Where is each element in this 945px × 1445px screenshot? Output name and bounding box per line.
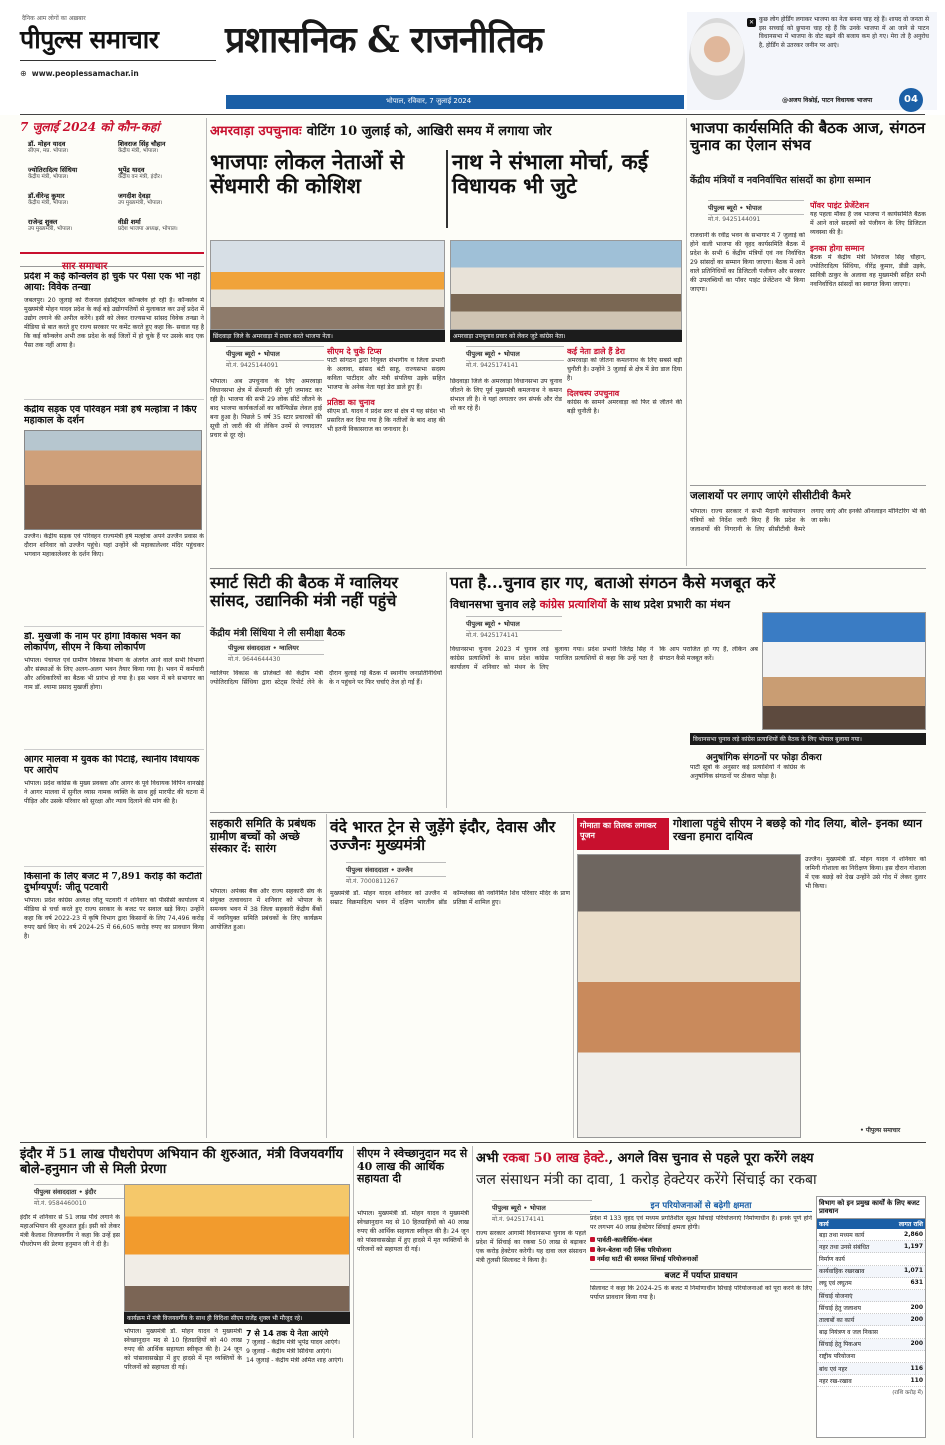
amarwara-label: अमरवाड़ा उपचुनावः xyxy=(210,124,302,139)
irrigation-project: केन-बेतवा नदी लिंक परियोजना xyxy=(590,1246,812,1256)
globe-icon: ⊕ xyxy=(20,69,27,78)
budget-table-row xyxy=(817,1351,925,1363)
smartcity-sub: केंद्रीय मंत्री सिंधिया ने ली समीक्षा बैठक xyxy=(210,628,345,639)
calendar-person: डॉ. मोहन यादव सीएम, मप्र. भोपाल। xyxy=(28,140,69,155)
bjp-sub2-body: यह पहला मौका है जब भाजपा ने कार्यसमिति बैठक में आने वाले सदस्यों को पंजीयन के लिए डिजिटल व्यवस्था की है। xyxy=(810,211,926,236)
sahkari-body: भोपाल। अपेक्स बैंक और राज्य सहकारी संघ के संयुक्त तत्वावधान में शनिवार को भोपाल के समन्वय भवन में 38 जिला सहकारी केंद्रीय बैंकों में नवनियुक्त समिति प्रबंधकों के लिए कार्यक्रम आयोजित हुआ। xyxy=(210,888,322,931)
budget-work: नहर रख-रखाव xyxy=(819,1377,852,1385)
quote-photo xyxy=(689,18,745,100)
sar-body: भोपाल। पंचायत एवं ग्रामीण विकास विभाग के अंतर्गत आने वाले सभी विभागों और संस्थाओं के लिए अलग-अलग भवन तैयार किया गया है। भवन में कर्मचारी और अधिकारियों का बैठक भी प्रारंभ हो गया है। इस भवन में बने सभागार का नाम डॉ. श्यामा प्रसाद मुखर्जी होगा। xyxy=(24,656,204,691)
mobile-number: मो.नं. 9584460010 xyxy=(34,1200,87,1207)
smartcity-body: ग्वालियर विकास के प्रोजेक्टों की केंद्रीय मंत्री ज्योतिरादित्य सिंधिया द्वारा स्टेट्स रिपोर्ट लेने के दौरान बुलाई गई बैठक में स्थानीय जनप्रतिनिधियों के न पहुंचने पर फिर चर्चाएं तेज हो गईं हैं। xyxy=(210,670,442,686)
budget-table-row xyxy=(817,1241,925,1253)
amarwara-right-headline[interactable]: नाथ ने संभाला मोर्चा, कई विधायक भी जुटे xyxy=(452,149,649,199)
indore-body-cont: भोपाल। मुख्यमंत्री डॉ. मोहन यादव ने मुख्यमंत्री स्वेच्छानुदान मद से 10 हितग्राहियों को 40 लाख रुपए की आर्थिक सहायता स्वीकृत की है। 24 जून को पांसावासखेड़ा में हुए हादसे में मृत व्यक्तियों के परिजनों को सहायता दी गई। xyxy=(124,1328,242,1371)
irrigation-body: राज्य सरकार आगामी विधानसभा चुनाव के पहले प्रदेश में सिंचाई का रकबा 50 लाख से बढ़ाकर एक करोड़ हेक्टेयर करेगी। यह दावा जल संसाधन मंत्री तुलसी सिलावट ने किया है। xyxy=(476,1230,586,1264)
irrigation-box-body: प्रदेश में 133 वृहद एवं मध्यम प्रगतिशील सूक्ष्म सिंचाई परियोजनाएं निर्माणाधीन हैं। इनके पूर्ण होने पर लगभग 40 लाख हेक्टेयर सिंचाई क्षमता होगी। xyxy=(590,1215,812,1231)
quote-author: @अजय विश्नोई, पाटन विधायक भाजपा xyxy=(782,97,873,104)
budget-table-row xyxy=(817,1314,925,1326)
sar-item xyxy=(24,405,204,627)
budget-work: राष्ट्रीय परियोजना xyxy=(819,1353,856,1361)
page-number: 04 xyxy=(899,88,923,112)
bjp-sub-box xyxy=(810,200,926,482)
congress-photo xyxy=(762,612,926,730)
amarwara-divider xyxy=(446,150,448,228)
amarwara-right-photo xyxy=(450,240,682,330)
sar-item xyxy=(24,872,204,1007)
congress-body: विधानसभा चुनाव 2023 में चुनाव लड़े कांग्रेस प्रत्याशियों के साथ प्रदेश कांग्रेस कार्यालय में शनिवार को मंथन के लिए बुलाया गया। प्रदेश प्रभारी जितेंद्र सिंह ने पराजित प्रत्याशियों से कहा कि उन्हें पता है कि आप पराजित हो गए हैं, लेकिन अब संगठन कैसे मजबूत करें। xyxy=(450,646,758,671)
budget-table-row xyxy=(817,1302,925,1314)
bjp-body: राजधानी के रवींद्र भवन के सभागार में 7 जुलाई को होने वाली भाजपा की वृहद कार्यसमिति बैठक में प्रदेश के सभी 6 केंद्रीय मंत्रियों एवं नव निर्वाचित 29 सांसदों का सम्मान किया जाएगा। बैठक में आने वाले प्रतिनिधियों का डिजिटली पंजीयन और सरकार की उपलब्धियों का पॉवर पाइंट प्रेजेंटेशन भी किया जाएगा। xyxy=(690,232,805,293)
amarwara-left-caption: छिंदवाड़ा जिले के अमरवाड़ा में प्रचार करते भाजपा नेता। xyxy=(210,330,445,342)
amarwara-sub2: प्रतिष्ठा का चुनाव xyxy=(327,397,375,407)
amarwara-left-body: भोपाल। अब उपचुनाव के लिए अमरवाड़ा विधानसभा क्षेत्र में सेंधमारी की पूरी जमावट कर रही है। भाजपा की सभी 29 लोक सीटें जीतने के बाद भाजपा कार्यकर्ताओं का कॉन्फिडेंस लेवल हाई बना हुआ है। पिछले 5 वर्ष 35 स्टार प्रचारकों की सूची तो जारी की थी लेकिन उनमें से ज्यादातर प्रचार से दूर रहे। xyxy=(210,378,322,439)
smartcity-byline: पीपुल्स संवाददाता • ग्वालियर मो.नं. 9644644430 xyxy=(228,640,324,663)
amarwara-sub3-box xyxy=(567,346,682,564)
irrigation-box2-title: बजट में पर्याप्त प्रावधान xyxy=(590,1269,812,1282)
budget-amount: 200 xyxy=(910,1315,923,1323)
smartcity-headline[interactable]: स्मार्ट सिटी की बैठक में ग्वालियर सांसद, उद्यानिकी मंत्री नहीं पहुंचे xyxy=(210,573,399,611)
irrigation-project: नर्मदा घाटी की समस्त सिंचाई परियोजनाओं xyxy=(590,1255,812,1265)
congress-caption: विधानसभा चुनाव लड़े कांग्रेस प्रत्याशियों की बैठक के लिए भोपाल बुलाया गया। xyxy=(690,733,926,745)
masthead-website[interactable]: www.peoplessamachar.in xyxy=(31,69,139,78)
irrigation-byline: पीपुल्स ब्यूरो • भोपाल मो.नं. 9425174141 xyxy=(492,1200,592,1223)
budget-work: बाढ़ नियंत्रण व जल निकास xyxy=(819,1329,878,1337)
budget-work: तालाबों का कार्य xyxy=(819,1316,855,1324)
amarwara-sub4-body: कांग्रेस के सामने अमरवाड़ा को फिर से जीतने की बड़ी चुनौती है। xyxy=(567,398,682,415)
sar-header xyxy=(20,252,204,272)
indore-sub: 7 से 14 तक ये नेता आएंगे xyxy=(246,1329,329,1338)
gaushala-tag: गोमाता का तिलक लगाकर पूजन xyxy=(577,818,669,850)
cctv-headline[interactable]: जलाशयों पर लगाए जाएंगे सीसीटीवी कैमरे xyxy=(690,490,851,502)
budget-table-title: विभाग को इन प्रमुख कार्यों के लिए बजट प्रावधान xyxy=(817,1197,925,1219)
budget-table-row xyxy=(817,1229,925,1241)
irrigation-box-title: इन परियोजनाओं से बढ़ेगी क्षमता xyxy=(590,1200,812,1212)
sar-item xyxy=(24,755,204,867)
budget-work: सिंचाई हेतु जलाशय xyxy=(819,1304,861,1312)
budget-table-row xyxy=(817,1363,925,1375)
gaushala-headline[interactable]: गोशाला पहुंचे सीएम ने बछड़े को गोद लिया, बोले- इनका ध्यान रखना हमारा दायित्व xyxy=(673,817,922,843)
congress-byline: पीपुल्स ब्यूरो • भोपाल मो.नं. 9425174141 xyxy=(466,616,562,639)
section-title: प्रशासनिक & राजनीतिक xyxy=(225,19,543,61)
budget-table-row xyxy=(817,1339,925,1351)
amarwara-sub2-body: सीएम डॉ. यादव ने प्रदेश स्तर से क्षेत्र में यह संदेश भी प्रसारित कर दिया गया है कि नतीजों के बाद शाह की भी इतनी विकासराज का जनाधार है। xyxy=(327,407,445,433)
sar-item xyxy=(24,632,204,750)
amarwara-sub3-body: अमरवाड़ा को जीतना कमलनाथ के लिए सबसे बड़ी चुनौती है। उन्होंने 3 जुलाई से क्षेत्र में डेरा डाल दिया है। xyxy=(567,357,682,382)
mobile-number: मो.नं. 9425174141 xyxy=(492,1216,545,1223)
gaushala-body: उज्जैन। मुख्यमंत्री डॉ. मोहन यादव ने शनिवार को जमिनी गोशाला का निरीक्षण किया। इस दौरान गोशाला में एक बछड़े को देख उन्होंने उसे गोद में लेकर दुलार भी किया। xyxy=(805,856,926,890)
cm-fund-headline[interactable]: सीएम ने स्वेच्छानुदान मद से 40 लाख की आर्थिक सहायता दी xyxy=(357,1147,468,1186)
bullet-icon xyxy=(590,1237,595,1242)
indore-headline[interactable]: इंदौर में 51 लाख पौधरोपण अभियान की शुरुआत, मंत्री विजयवर्गीय बोले-हनुमान जी से मिली प्रेरणा xyxy=(20,1147,343,1177)
calendar-person: वीडी शर्मा प्रदेश भाजपा अध्यक्ष, भोपाल। xyxy=(118,218,178,233)
sar-title: सार समाचार xyxy=(62,261,108,272)
masthead-web-strip xyxy=(20,60,216,78)
masthead-brand[interactable]: पीपुल्स समाचार xyxy=(20,25,159,54)
quote-text: कुछ लोग होर्डिंग लगाकर भाजपा का नेता बनना चाह रहे हैं। शायद वो जनता से इस सच्चाई को छुपाना चाह रहे हैं कि उनके भाजपा में आ जाने से पाटन विधानसभा में भाजपा के वोट बढ़ने की बजाय कम हो गए। मेरा तो है अनुरोध है, होर्डिंग से उतरकर जनीन पर आएं। xyxy=(759,16,929,49)
budget-work: सिंचाई योजनाएं xyxy=(819,1292,853,1300)
congress-sub2-body: पार्टी सूत्रों के अनुसार कई प्रत्याशियों ने कांग्रेस के अनुषांगिक संगठनों पर ठीकरा फोड़ा है। xyxy=(690,764,805,780)
calendar-person: जगदीश देवड़ा उप मुख्यमंत्री, भोपाल। xyxy=(118,192,163,207)
budget-work: नहर तथा उनसे संबंधित xyxy=(819,1243,870,1251)
budget-table-row xyxy=(817,1253,925,1265)
sar-headline[interactable]: आगर मालवा में युवक की पिटाई, स्थानीय विधायक पर आरोप xyxy=(24,755,200,776)
vande-headline[interactable]: वंदे भारत ट्रेन से जुड़ेंगे इंदौर, देवास और उज्जैनः मुख्यमंत्री xyxy=(330,817,556,854)
sar-body: भोपाल। प्रदेश कांग्रेस अध्यक्ष जीतू पटवारी ने शनिवार को पीसीसी कार्यालय में मीडिया से चर्चा करते हुए राज्य सरकार के बजट पर सवाल खड़े किए। उन्होंने कहा कि वर्ष 2022-23 में कृषि विभाग द्वारा किसानों के लिए 74,496 करोड़ रुपए खर्च किए थे। वर्ष 2024-25 में 66,605 करोड़ रुपए का प्रावधान किया है। xyxy=(24,896,204,940)
budget-work: लघु एवं लघुतम xyxy=(819,1280,852,1288)
sar-headline[interactable]: प्रदेश में कई कॉन्क्लेव हो चुके पर पैसा एक भी नहीं आया: विवेक तन्खा xyxy=(24,272,201,293)
indore-caption: कार्यक्रम में मंत्री विजयवर्गीय के साथ ही विदिशा सीएम राजेंद्र शुक्ल भी मौजूद रहे। xyxy=(124,1312,350,1324)
sar-list xyxy=(24,272,204,1007)
mobile-number: मो.नं. 9425174141 xyxy=(466,632,519,639)
budget-table xyxy=(816,1196,926,1438)
amarwara-sub3: कई नेता डाले हैं डेरा xyxy=(567,347,625,356)
cm-fund-body: भोपाल। मुख्यमंत्री डॉ. मोहन यादव ने मुख्यमंत्री स्वेच्छानुदान मद से 10 हितग्राहियों को 40 लाख रुपए की आर्थिक सहायता स्वीकृत की है। 24 जून को पांसावासखेड़ा में हुए हादसे में मृत व्यक्तियों के परिजनों को सहायता दी गई। xyxy=(357,1210,469,1253)
indore-sub-item: 9 जुलाई - केंद्रीय मंत्री सिंधिया आएंगे। xyxy=(246,1347,332,1355)
budget-work: कार्यवाहिक रखरखाव xyxy=(819,1268,865,1276)
budget-work: निर्माण कार्य xyxy=(819,1255,845,1263)
mobile-number: मो.नं. 9425144091 xyxy=(226,362,279,369)
calendar-person: राजेन्द्र शुक्ल उप मुख्यमंत्री, भोपाल। xyxy=(28,218,73,233)
budget-table-row xyxy=(817,1375,925,1387)
congress-headline[interactable]: पता है...चुनाव हार गए, बताओ संगठन कैसे मजबूत करें xyxy=(450,573,776,592)
budget-amount: 110 xyxy=(910,1376,923,1384)
x-icon: ✕ xyxy=(748,19,755,26)
indore-byline: पीपुल्स संवाददाता • इंदौर मो.नं. 9584460010 xyxy=(34,1184,134,1207)
irrigation-box xyxy=(590,1200,812,1438)
amarwara-left-byline: पीपुल्स ब्यूरो • भोपाल मो.नं. 9425144091 xyxy=(226,346,324,369)
budget-table-row xyxy=(817,1266,925,1278)
indore-photo xyxy=(124,1184,350,1312)
budget-work: बांध एवं नहर xyxy=(819,1365,848,1373)
amarwara-sub4: दिलचस्प उपचुनाव xyxy=(567,388,620,398)
congress-sub2: अनुषांगिक संगठनों पर फोड़ा ठीकरा xyxy=(706,753,822,763)
mobile-number: मो.नं. 9425174141 xyxy=(466,362,519,369)
budget-amount: 1,197 xyxy=(904,1242,923,1250)
irrigation-box2-body: सिलावट ने कहा कि 2024-25 के बजट में निर्माणाधीन सिंचाई परियोजनाओं को पूरा करने के लिए पर्याप्त प्रावधान किया गया है। xyxy=(590,1285,812,1302)
bjp-sub3: इनका होगा सम्मान xyxy=(810,243,865,253)
budget-amount: 116 xyxy=(910,1364,923,1372)
irrigation-project: पार्वती-कालीसिंध-चंबल xyxy=(590,1236,812,1246)
calendar-person: डॉ.वीरेन्द्र कुमार केंद्रीय मंत्री, भोपाल। xyxy=(28,192,69,207)
bullet-icon xyxy=(590,1247,595,1252)
amarwara-right-byline: पीपुल्स ब्यूरो • भोपाल मो.नं. 9425174141 xyxy=(466,346,564,369)
budget-work: सिंचाई हेतु पिकअप xyxy=(819,1341,861,1349)
sar-headline[interactable]: केंद्रीय सड़क एवं परिवहन मंत्री हर्ष मल्होत्रा ने किए महाकाल के दर्शन xyxy=(24,405,197,426)
amarwara-sub1-body: पार्टी सांगठन द्वारा नियुक्त संभागीय व जिला प्रभारी के अलावा, सांसद बंटी साहू, राज्यसभा सदस्य कविता पाटीदार और मंत्री संपतिया उइके सहित भाजपा के अनेक नेता यहां डेरा डाले हुए हैं। xyxy=(327,357,445,391)
amarwara-right-caption: अमरवाड़ा उपचुनाव प्रचार को लेकर जुटे कांग्रेस नेता। xyxy=(450,330,682,342)
indore-sub-item: 14 जुलाई - केंद्रीय मंत्री अमित शाह आएंगे। xyxy=(246,1356,344,1364)
sar-headline[interactable]: किसानों के लिए बजट में 7,891 करोड़ की कटौती दुर्भाग्यपूर्ण: जीतू पटवारी xyxy=(24,872,202,893)
sar-body: उज्जैन। केंद्रीय सड़क एवं परिवहन राज्यमंत्री हर्ष मल्होत्रा अपने उज्जैन प्रवास के दौरान शनिवार को उज्जैन पहुंचे। यहां उन्होंने श्री महाकालेश्वर मंदिर पहुंचकर भगवान महाकालेश्वर के दर्शन किए। xyxy=(24,532,204,558)
irrigation-sub: जल संसाधन मंत्री का दावा, 1 करोड़ हेक्टेयर करेंगे सिंचाई का रकबा xyxy=(476,1172,817,1188)
bullet-icon xyxy=(590,1256,595,1261)
indore-sub-box xyxy=(124,1328,350,1438)
budget-table-header: कार्य लागत राशि xyxy=(819,1220,923,1228)
masthead-tagline: दैनिक आम लोगों का अख़बार xyxy=(22,15,86,22)
mobile-number: मो.नं. 9425144091 xyxy=(708,216,761,223)
calendar-person: शिवराज सिंह चौहान केंद्रीय मंत्री, भोपाल। xyxy=(118,140,166,155)
mobile-number: मो.नं. 7000811267 xyxy=(346,878,399,885)
vande-body: मुख्यमंत्री डॉ. मोहन यादव शनिवार को उज्जैन में सम्राट विक्रमादित्य भवन में दक्षिण भारतीय ब्रॉड कॉम्प्लेक्स की नवनिर्मित शिव परिवार मंदिर के प्राण प्रतिष्ठा में शामिल हुए। xyxy=(330,890,570,906)
calendar-person: भूपेंद्र यादव केंद्रीय वन मंत्री, इंदौर। xyxy=(118,166,162,181)
amarwara-left-headline[interactable]: भाजपाः लोकल नेताओं से सेंधमारी की कोशिश xyxy=(210,149,405,199)
bjp-sub: केंद्रीय मंत्रियों व नवनिर्वाचित सांसदों का होगा सम्मान xyxy=(690,175,871,186)
calendar xyxy=(20,118,204,248)
amarwara-banner xyxy=(210,120,682,142)
budget-amount: 2,860 xyxy=(904,1230,923,1238)
amarwara-headline[interactable]: वोटिंग 10 जुलाई को, आखिरी समय में लगाया जोर xyxy=(306,124,552,139)
amarwara-left-photo xyxy=(210,240,445,330)
budget-table-row xyxy=(817,1278,925,1290)
budget-amount: 200 xyxy=(910,1303,923,1311)
sahkari-headline[interactable]: सहकारी समिति के प्रबंधक ग्रामीण बच्चों को अच्छे संस्कार दें: सारंग xyxy=(210,817,316,856)
calendar-title: 7 जुलाई 2024 को कौन-कहां xyxy=(20,120,160,134)
sar-headline[interactable]: डॉ. मुखर्जी के नाम पर होगा विकास भवन का लोकार्पण, सीएम ने किया लोकार्पण xyxy=(24,632,181,653)
sar-photo xyxy=(24,430,202,530)
budget-table-row xyxy=(817,1326,925,1338)
vande-byline: पीपुल्स संवाददाता • उज्जैन मो.नं. 7000811267 xyxy=(346,862,446,885)
gaushala-byline: • पीपुल्स समाचार xyxy=(860,1127,901,1134)
budget-table-row xyxy=(817,1290,925,1302)
bjp-sub3-body: बैठक में केंद्रीय मंत्री शिवराज सिंह चौहान, ज्योतिरादित्य सिंधिया, वीरेंद्र कुमार, डीडी उइके, सावित्री ठाकुर के अलावा वह मुख्यमंत्री सहित सभी नवनिर्वाचित सांसदों का स्वागत किया जाएगा। xyxy=(810,253,926,288)
budget-amount: 631 xyxy=(910,1279,923,1287)
sar-body: जबलपुर। 20 जुलाई को रीजनल इंडस्ट्रियल कॉन्क्लेव हो रही है। कॉन्क्लेव में मुख्यमंत्री मोहन यादव प्रदेश के कई बड़े उद्योगपतियों से मुलाकात कर उन्हें प्रदेश में उद्योग लगाने की अपील करेंगे। इसी को लेकर राज्यसभा सांसद विवेक तन्खा ने मीडिया से बात करते हुए राज्य सरकार पर कमेंट करते हुए कहा कि- सवाल यह है कि कई कॉन्क्लेव अभी तक प्रदेश के कई जिलों में हो चुके हैं पर उसके बाद एक पैसा तक नहीं आया है। xyxy=(24,296,204,349)
cctv-body: भोपाल। राज्य सरकार ने सभी मैदानी कार्यपालन यंत्रियों को निर्देश जारी किए हैं कि प्रदेश के जलाशयों की निगरानी के लिए सीसीटीवी कैमरे लगाए जाएं और इनकी ऑनलाइन मॉनिटरिंग भी की जा सके। xyxy=(690,508,926,533)
amarwara-sub1-box xyxy=(327,346,445,564)
indore-body: इंदौर में शनिवार से 51 लाख पौधे लगाने के महाअभियान की शुरुआत हुई। इसी को लेकर मंत्री कैलाश विजयवर्गीय ने कहा कि उन्हें इस पौधरोपण की प्रेरणा हनुमान जी ने दी है। xyxy=(20,1214,120,1248)
bjp-headline[interactable]: भाजपा कार्यसमिति की बैठक आज, संगठन चुनाव का ऐलान संभव xyxy=(690,119,926,155)
sar-item xyxy=(24,272,204,400)
budget-table-note: (राशि करोड़ में) xyxy=(892,1390,923,1397)
amarwara-sub1: सीएम दे चुके टिप्स xyxy=(327,347,382,356)
sar-body: भोपाल। प्रदेश कांग्रेस के मुख्य प्रवक्ता और आगर के पूर्व विधायक विपिन वानखेड़े ने आगर मालवा में सुनील व्यास नामक व्यक्ति के साथ हुई मारपीट की घटना में पीड़ित और उसके परिवार को सुरक्षा और न्याय दिलाने की मांग की है। xyxy=(24,779,204,805)
dateline-bar xyxy=(226,95,684,109)
dateline: भोपाल, रविवार, 7 जुलाई 2024 xyxy=(386,97,472,105)
irrigation-headline[interactable]: अभी रकबा 50 लाख हेक्टे., अगले विस चुनाव से पहले पूरा करेंगे लक्ष्य xyxy=(476,1151,814,1166)
calendar-person: ज्योतिरादित्य सिंधिया केंद्रीय मंत्री, भोपाल। xyxy=(28,166,78,181)
indore-sub-item: 7 जुलाई - केंद्रीय मंत्री भूपेंद्र यादव आएंगे। xyxy=(246,1339,340,1346)
congress-sub: विधानसभा चुनाव लड़े कांग्रेस प्रत्याशियों के साथ प्रदेश प्रभारी का मंथन xyxy=(450,598,731,611)
amarwara-right-body: छिंदवाड़ा जिले के अमरवाड़ा विधानसभा उप चुनाव जीतने के लिए पूर्व मुख्यमंत्री कमलनाथ ने कमान संभाल ली है। वे यहां लगातार जन संपर्क और रोड शो कर रहे हैं। xyxy=(450,378,562,412)
mobile-number: मो.नं. 9644644430 xyxy=(228,656,281,663)
budget-rows xyxy=(817,1229,925,1387)
budget-amount: 200 xyxy=(910,1340,923,1348)
budget-work: बड़ा तथा मध्यम कार्य xyxy=(819,1231,865,1239)
bjp-byline: पीपुल्स ब्यूरो • भोपाल मो.नं. 9425144091 xyxy=(708,200,804,223)
budget-amount: 1,071 xyxy=(904,1267,923,1275)
gaushala-photo xyxy=(577,854,801,1138)
masthead xyxy=(0,0,945,115)
bjp-sub2: पॉवर पाइंट प्रेजेंटेशन xyxy=(810,201,869,210)
